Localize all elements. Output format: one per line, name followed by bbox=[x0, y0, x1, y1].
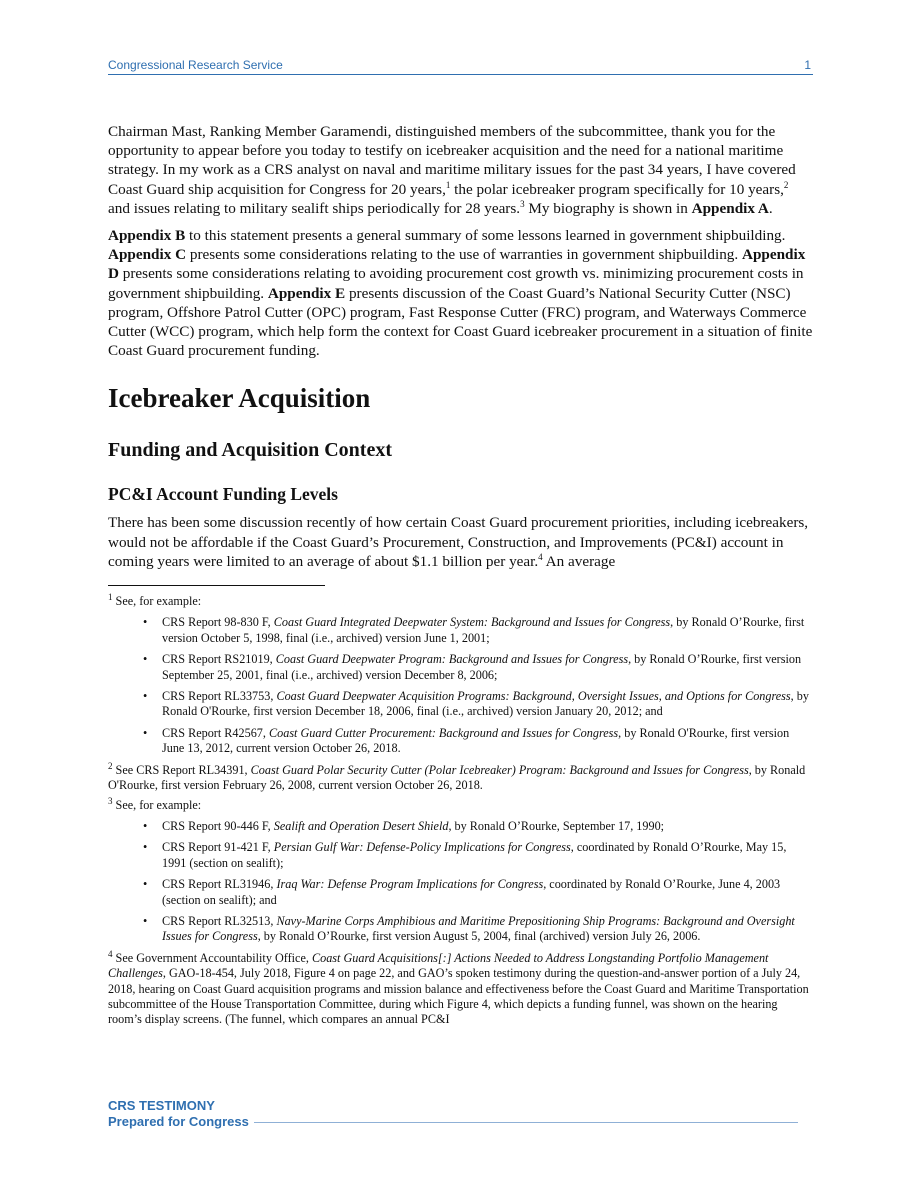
footnote-ref-1[interactable]: 1 bbox=[445, 179, 451, 190]
intro-paragraph-2: Appendix B to this statement presents a general summary of some lessons learned in government shipbuilding. Appendix C presents some considerations relating to the use of warranties in government shipbuilding. Appendix D presents some considerations relating to avoiding procurement cost growth vs. minimizing procurement costs in government shipbuilding. Appendix E presents discussion of the Coast Guard’s National Security Cutter (NSC) program, Offshore Patrol Cutter (OPC) program, Fast Response Cutter (FRC) program, and Waterways Commerce Cutter (WCC) program, which help form the context for Coast Guard icebreaker procurement in a situation of finite Coast Guard procurement funding. bbox=[108, 227, 813, 360]
page-content bbox=[108, 122, 813, 1032]
footer-rule bbox=[254, 1122, 798, 1123]
footnotes bbox=[108, 591, 813, 1028]
funding-paragraph: There has been some discussion recently of how certain Coast Guard procurement priorities, including icebreakers, would not be affordable if the Coast Guard’s Procurement, Construction, and Improvements (PC&I) account in coming years were limited to an average of about $1.1 billion per year.$^4$ An average bbox=[108, 514, 809, 570]
subsubsection-heading: PC&I Account Funding Levels bbox=[108, 484, 338, 505]
list-item: • CRS Report 90-446 F, Sealift and Operation Desert Shield, by Ronald O’Rourke, September 17, 1990; bbox=[108, 819, 813, 834]
section-heading: Icebreaker Acquisition bbox=[108, 383, 371, 414]
intro-paragraph-1: Chairman Mast, Ranking Member Garamendi, distinguished members of the subcommittee, thank you for the opportunity to appear before you today to testify on icebreaker acquisition and the need for a national maritime strategy. In my work as a CRS analyst on naval and maritime military issues for the past 34 years, I have covered Coast Guard ship acquisition for Congress for 20 years,$^1$ the polar icebreaker program specifically for 10 years,$^2$ and issues relating to military sealift ships periodically for 28 years.$^3$ My biography is shown in Appendix A. bbox=[108, 123, 796, 217]
subsection-heading: Funding and Acquisition Context bbox=[108, 439, 392, 462]
page-footer bbox=[108, 1098, 798, 1130]
list-item: • CRS Report RL32513, Navy-Marine Corps Amphibious and Maritime Prepositioning Ship Programs: Background and Oversight Issues for Congress, by Ronald O’Rourke, first version August 5, 2004, final (archived) version July 26, 2006. bbox=[108, 914, 813, 945]
footnote-ref-4[interactable]: 4 bbox=[538, 551, 543, 562]
footer-title: CRS TESTIMONY bbox=[108, 1098, 215, 1113]
list-item: • CRS Report 98-830 F, Coast Guard Integrated Deepwater System: Background and Issues for Congress, by Ronald O’Rourke, first version October 5, 1998, final (i.e., archived) version June 1, 2001; bbox=[108, 615, 813, 646]
footnote-ref-3[interactable]: 3 bbox=[520, 198, 525, 209]
footnote-1-list bbox=[108, 615, 813, 756]
appendix-a-ref: Appendix A bbox=[691, 199, 769, 217]
running-header bbox=[108, 58, 813, 75]
list-item: • CRS Report RL31946, Iraq War: Defense Program Implications for Congress, coordinated by Ronald O’Rourke, June 4, 2003 (section on sealift); and bbox=[108, 877, 813, 908]
list-item: • CRS Report RL33753, Coast Guard Deepwater Acquisition Programs: Background, Oversight Issues, and Options for Congress, by Ronald O'Rourke, first version December 18, 2006, final (i.e., archived) version January 20, 2012; and bbox=[108, 689, 813, 720]
footnote-separator bbox=[108, 585, 325, 586]
footnote-4: $^4$ See Government Accountability Office, Coast Guard Acquisitions[:] Actions Needed to Address Longstanding Portfolio Management Challenges, GAO-18-454, July 2018, Figure 4 on page 22, and GAO’s spoken testimony during the question-and-answer portion of a July 24, 2018, hearing on Coast Guard acquisition programs and mission balance and effectiveness before the Coast Guard and Maritime Transportation subcommittee of the House Transportation Committee, during which Figure 4, which depicts a funding funnel, was shown on the hearing room’s display screens. (The funnel, which compares an annual PC&I bbox=[108, 948, 809, 1027]
footnote-2: $^2$ See CRS Report RL34391, Coast Guard Polar Security Cutter (Polar Icebreaker) Program: Background and Issues for Congress, by Ronald O'Rourke, first version February 26, 2008, current version October 26, 2018. bbox=[108, 760, 806, 793]
list-item: • CRS Report RS21019, Coast Guard Deepwater Program: Background and Issues for Congress, by Ronald O’Rourke, first version September 25, 2001, final (i.e., archived) version December 8, 2006; bbox=[108, 652, 813, 683]
page-number: 1 bbox=[804, 58, 811, 72]
header-organization: Congressional Research Service bbox=[108, 58, 283, 72]
list-item: • CRS Report R42567, Coast Guard Cutter Procurement: Background and Issues for Congress, by Ronald O'Rourke, first version June 13, 2012, current version October 26, 2018. bbox=[108, 726, 813, 757]
list-item: • CRS Report 91-421 F, Persian Gulf War: Defense-Policy Implications for Congress, coordinated by Ronald O’Rourke, May 15, 1991 (section on sealift); bbox=[108, 840, 813, 871]
footnote-1: $^1$ See, for example: • CRS Report 98-830 F, Coast Guard Integrated Deepwater System: Background and Issues for Congress, by Ronald O’Rourke, first version October 5, 1998, final (i.e., archived) version June 1, 2001; • CRS Report RS21019, Coast Guard Deepwater Program: Background and Issues for Congress, by Ronald O’Rourke, first version September 25, 2001, final (i.e., archived) version December 8, 2006; • CRS Report RL33753, Coast Guard Deepwater Acquisition Programs: Background, Oversight Issues, and Options for Congress, by Ronald O'Rourke, first version December 18, 2006, final (i.e., archived) version January 20, 2012; and • CRS Report R42567, Coast Guard Cutter Procurement: Background and Issues for Congress, by Ronald O'Rourke, first version June 13, 2012, current version October 26, 2018. bbox=[108, 594, 813, 757]
footnote-ref-2[interactable]: 2 bbox=[783, 179, 789, 190]
footer-subtitle: Prepared for Congress bbox=[108, 1114, 249, 1129]
footnote-3-list bbox=[108, 819, 813, 945]
footnote-3: $^3$ See, for example: • CRS Report 90-446 F, Sealift and Operation Desert Shield, by Ronald O’Rourke, September 17, 1990; • CRS Report 91-421 F, Persian Gulf War: Defense-Policy Implications for Congress, coordinated by Ronald O’Rourke, May 15, 1991 (section on sealift); • CRS Report RL31946, Iraq War: Defense Program Implications for Congress, coordinated by Ronald O’Rourke, June 4, 2003 (section on sealift); and • CRS Report RL32513, Navy-Marine Corps Amphibious and Maritime Prepositioning Ship Programs: Background and Oversight Issues for Congress, by Ronald O’Rourke, first version August 5, 2004, final (archived) version July 26, 2006. bbox=[108, 798, 813, 945]
